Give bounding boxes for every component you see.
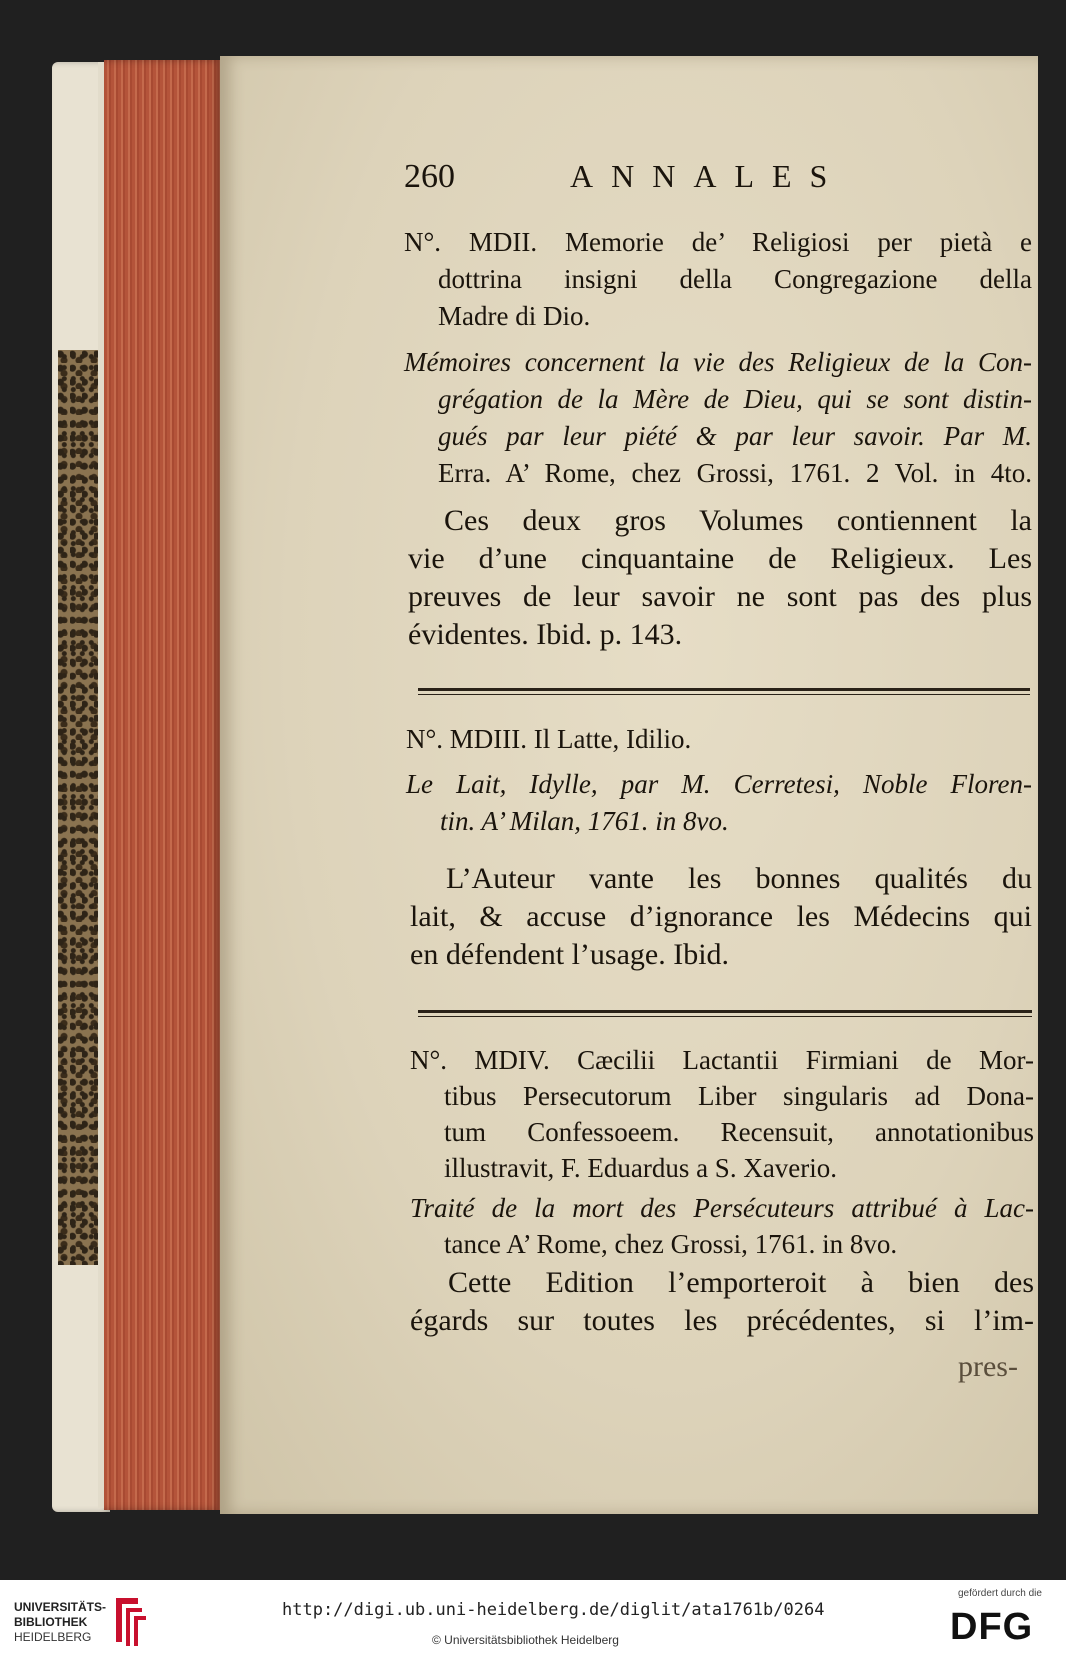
dfg-logo[interactable]: DFG [950, 1606, 1034, 1648]
library-name-line: HEIDELBERG [14, 1630, 92, 1644]
section-divider [418, 694, 1030, 695]
entry-comment-line: lait, & accuse d’ignorance les Médecins qui [410, 900, 1032, 933]
entry-french-line: Mémoires concernent la vie des Religieux de la Con- [404, 347, 1032, 377]
entry-french-line: tance A’ Rome, chez Grossi, 1761. in 8vo. [444, 1229, 898, 1259]
entry-comment-line: Cette Edition l’emporteroit à bien des [448, 1266, 1034, 1299]
entry-french-line: tin. A’ Milan, 1761. in 8vo. [440, 806, 729, 836]
entry-italian-line: illustravit, F. Eduardus a S. Xaverio. [444, 1153, 838, 1183]
running-title: ANNALES [570, 158, 846, 194]
entry-italian-line: tum Confessoeem. Recensuit, annotationibus [444, 1117, 1034, 1147]
section-divider [418, 1016, 1032, 1017]
entry-comment-line: preuves de leur savoir ne sont pas des plus [408, 580, 1032, 613]
entry-italian-line: N°. MDIII. Il Latte, Idilio. [406, 724, 692, 754]
catchword: pres- [958, 1350, 1018, 1383]
funded-by-label: gefördert durch die [958, 1588, 1042, 1599]
entry-italian-line: N°. MDIV. Cæcilii Lactantii Firmiani de Mor- [410, 1045, 1034, 1075]
entry-italian-line: N°. MDII. Memorie de’ Religiosi per pietà e [404, 227, 1032, 257]
entry-comment-line: L’Auteur vante les bonnes qualités du [446, 862, 1032, 895]
page-number: 260 [404, 158, 455, 195]
entry-comment-line: égards sur toutes les précédentes, si l’im- [410, 1304, 1034, 1337]
copyright-notice: © Universitätsbibliothek Heidelberg [432, 1633, 619, 1647]
entry-italian-line: tibus Persecutorum Liber singularis ad Dona- [444, 1081, 1034, 1111]
entry-comment-line: vie d’une cinquantaine de Religieux. Les [408, 542, 1032, 575]
entry-comment-line: en défendent l’usage. Ibid. [410, 938, 730, 971]
entry-italian-line: Madre di Dio. [438, 301, 591, 331]
section-divider [418, 688, 1030, 691]
entry-french-line: Traité de la mort des Persécuteurs attribué à Lac- [410, 1193, 1034, 1223]
library-name-line: UNIVERSITÄTS- [14, 1600, 107, 1614]
entry-french-line: Le Lait, Idylle, par M. Cerretesi, Noble Floren- [406, 769, 1032, 799]
entry-comment-line: évidentes. Ibid. p. 143. [408, 618, 683, 651]
permalink-url[interactable]: http://digi.ub.uni-heidelberg.de/diglit/ata1761b/0264 [282, 1600, 825, 1620]
library-logo-icon [108, 1594, 148, 1648]
library-logo-text[interactable] [14, 1600, 106, 1645]
entry-comment-line: Ces deux gros Volumes contiennent la [444, 504, 1032, 537]
entry-french-line: gués par leur piété & par leur savoir. Par M. [438, 421, 1032, 451]
entry-italian-line: dottrina insigni della Congregazione della [438, 264, 1032, 294]
library-name-line: BIBLIOTHEK [14, 1615, 88, 1629]
section-divider [418, 1010, 1032, 1013]
entry-french-line: grégation de la Mère de Dieu, qui se sont distin- [438, 384, 1032, 414]
entry-french-line: Erra. A’ Rome, chez Grossi, 1761. 2 Vol. in 4to. [438, 458, 1032, 488]
